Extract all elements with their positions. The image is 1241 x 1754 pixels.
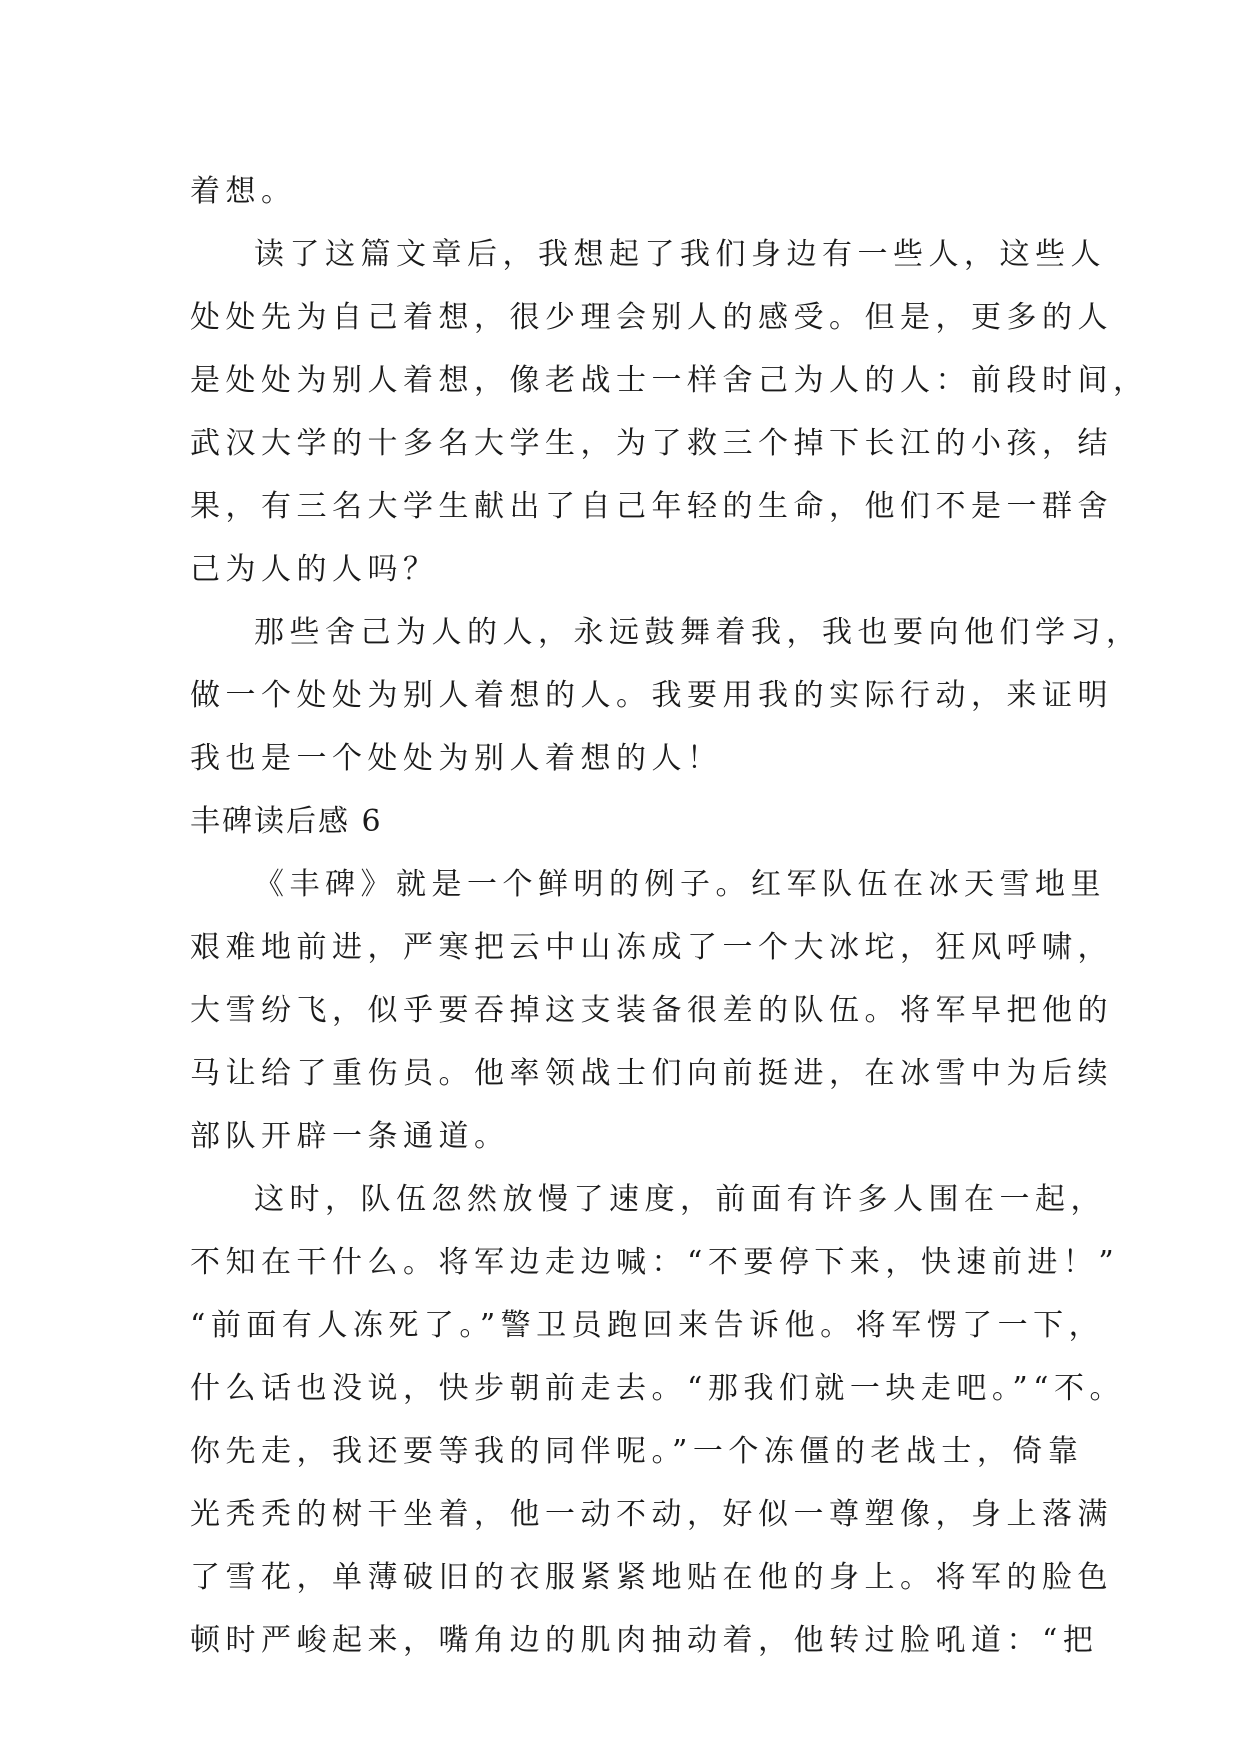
text-line: 大雪纷飞，似乎要吞掉这支装备很差的队伍。将军早把他的 (190, 993, 1113, 1028)
text-line: 艰难地前进，严寒把云中山冻成了一个大冰坨，狂风呼啸， (190, 930, 1113, 965)
text-line: 了雪花，单薄破旧的衣服紧紧地贴在他的身上。将军的脸色 (190, 1560, 1113, 1595)
text-line: 你先走，我还要等我的同伴呢。”一个冻僵的老战士，倚靠 (190, 1434, 1084, 1469)
text-line: 什么话也没说，快步朝前走去。“那我们就一块走吧。”“不。 (190, 1371, 1126, 1406)
text-line: 部队开辟一条通道。 (190, 1119, 510, 1154)
text-line: 己为人的人吗？ (190, 552, 439, 587)
paragraph-start: 这时，队伍忽然放慢了速度，前面有许多人围在一起， (254, 1182, 1106, 1217)
text-line: 光秃秃的树干坐着，他一动不动，好似一尊塑像，身上落满 (190, 1497, 1113, 1532)
text-line: 顿时严峻起来，嘴角边的肌肉抽动着，他转过脸吼道：“把 (190, 1623, 1099, 1658)
paragraph-start: 读了这篇文章后，我想起了我们身边有一些人，这些人 (254, 237, 1106, 272)
text-line: 我也是一个处处为别人着想的人！ (190, 741, 723, 776)
text-line: 处处先为自己着想，很少理会别人的感受。但是，更多的人 (190, 300, 1113, 335)
text-line: 是处处为别人着想，像老战士一样舍己为人的人：前段时间， (190, 363, 1149, 398)
text-line: 不知在干什么。将军边走边喊：“不要停下来，快速前进！” (190, 1245, 1120, 1280)
paragraph-start: 《丰碑》就是一个鲜明的例子。红军队伍在冰天雪地里 (254, 867, 1106, 902)
text-line: “前面有人冻死了。”警卫员跑回来告诉他。将军愣了一下， (190, 1308, 1105, 1343)
document-body (190, 160, 1149, 1672)
text-line: 做一个处处为别人着想的人。我要用我的实际行动，来证明 (190, 678, 1113, 713)
paragraph-start: 那些舍己为人的人，永远鼓舞着我，我也要向他们学习， (254, 615, 1142, 650)
section-heading: 丰碑读后感 6 (190, 804, 383, 839)
text-line: 武汉大学的十多名大学生，为了救三个掉下长江的小孩，结 (190, 426, 1113, 461)
text-line: 马让给了重伤员。他率领战士们向前挺进，在冰雪中为后续 (190, 1056, 1113, 1091)
text-line: 果，有三名大学生献出了自己年轻的生命，他们不是一群舍 (190, 489, 1113, 524)
text-line: 着想。 (190, 174, 297, 209)
